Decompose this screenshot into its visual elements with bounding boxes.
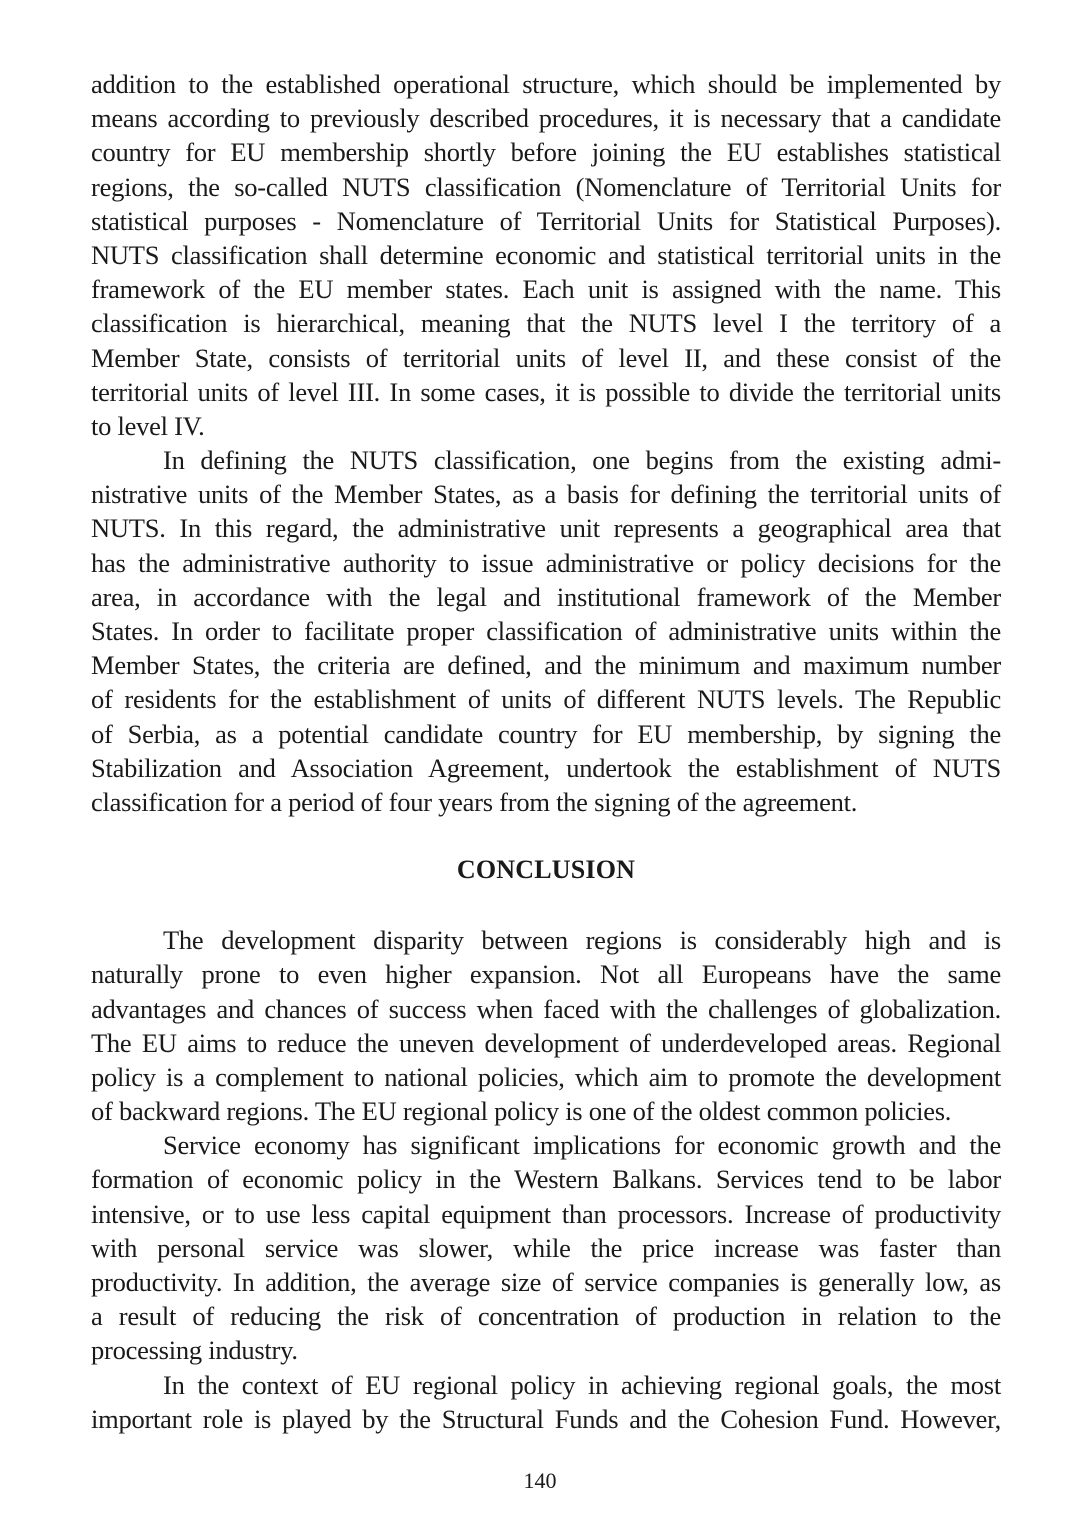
text-line: regions, the so-called NUTS classification (Nomenclature of Territorial Units for [91,171,1001,202]
text-line: Stabilization and Association Agreement, undertook the establishment of NUTS [91,752,1001,783]
paragraph-nuts-definition [91,443,1001,819]
text-line: Member State, consists of territorial units of level II, and these consist of the [91,342,1001,373]
text-line: NUTS. In this regard, the administrative unit represents a geographical area that [91,513,1001,544]
text-line: The EU aims to reduce the uneven development of underdeveloped areas. Regional [91,1027,1001,1058]
text-line: productivity. In addition, the average size of service companies is generally low, as [91,1267,1001,1297]
text-line: of residents for the establishment of units of different NUTS levels. The Republic [91,684,1001,715]
text-line: naturally prone to even higher expansion. Not all Europeans have the same [91,959,1001,990]
text-line: of backward regions. The EU regional policy is one of the oldest common policies. [91,1096,952,1127]
section-heading-conclusion: CONCLUSION [456,855,636,885]
text-line: area, in accordance with the legal and institutional framework of the Member [91,581,1001,612]
text-line: has the administrative authority to issue administrative or policy decisions for the [91,547,1001,578]
text-line: of Serbia, as a potential candidate country for EU membership, by signing the [91,718,1001,749]
text-line: In defining the NUTS classification, one begins from the existing admi- [163,445,1001,476]
text-line: processing industry. [91,1335,298,1366]
page-body [91,67,1001,1436]
text-line: formation of economic policy in the Western Balkans. Services tend to be labor [91,1164,1001,1195]
text-line: with personal service was slower, while the price increase was faster than [91,1232,1001,1263]
text-line: The development disparity between regions is considerably high and is [163,925,1001,956]
text-line: nistrative units of the Member States, as a basis for defining the territorial units of [91,479,1001,510]
text-line: advantages and chances of success when faced with the challenges of globalization. [91,993,1001,1024]
page-number: 140 [523,1468,557,1493]
text-line: intensive, or to use less capital equipment than processors. Increase of productivity [91,1198,1001,1229]
text-line: Service economy has significant implications for economic growth and the [163,1130,1001,1161]
text-line: classification is hierarchical, meaning that the NUTS level I the territory of a [91,308,1001,339]
text-line: Member States, the criteria are defined, and the minimum and maximum number [91,650,1001,681]
text-line: important role is played by the Structural Funds and the Cohesion Fund. However, [91,1403,1001,1434]
paragraph-conclusion-service-economy [91,1128,1001,1367]
text-line: to level IV. [91,410,205,441]
text-line: States. In order to facilitate proper classification of administrative units within the [91,616,1001,646]
text-line: country for EU membership shortly before joining the EU establishes statistical [91,137,1001,168]
text-line: framework of the EU member states. Each unit is assigned with the name. This [91,274,1001,305]
text-line: policy is a complement to national policies, which aim to promote the development [91,1061,1001,1092]
text-line: classification for a period of four years from the signing of the agreement. [91,786,858,817]
text-line: In the context of EU regional policy in achieving regional goals, the most [163,1369,1001,1400]
text-line: a result of reducing the risk of concentration of production in relation to the [91,1301,1001,1332]
paragraph-nuts-intro [91,67,1001,443]
text-line: statistical purposes - Nomenclature of Territorial Units for Statistical Purposes). [91,205,1001,236]
paragraph-conclusion-disparity [91,923,1001,1128]
paragraph-conclusion-structural-funds [91,1368,1001,1436]
text-line: NUTS classification shall determine economic and statistical territorial units in the [91,239,1001,270]
text-line: addition to the established operational structure, which should be implemented by [91,69,1001,99]
text-line: means according to previously described procedures, it is necessary that a candidate [91,103,1001,134]
text-line: territorial units of level III. In some cases, it is possible to divide the territorial units [91,376,1001,407]
